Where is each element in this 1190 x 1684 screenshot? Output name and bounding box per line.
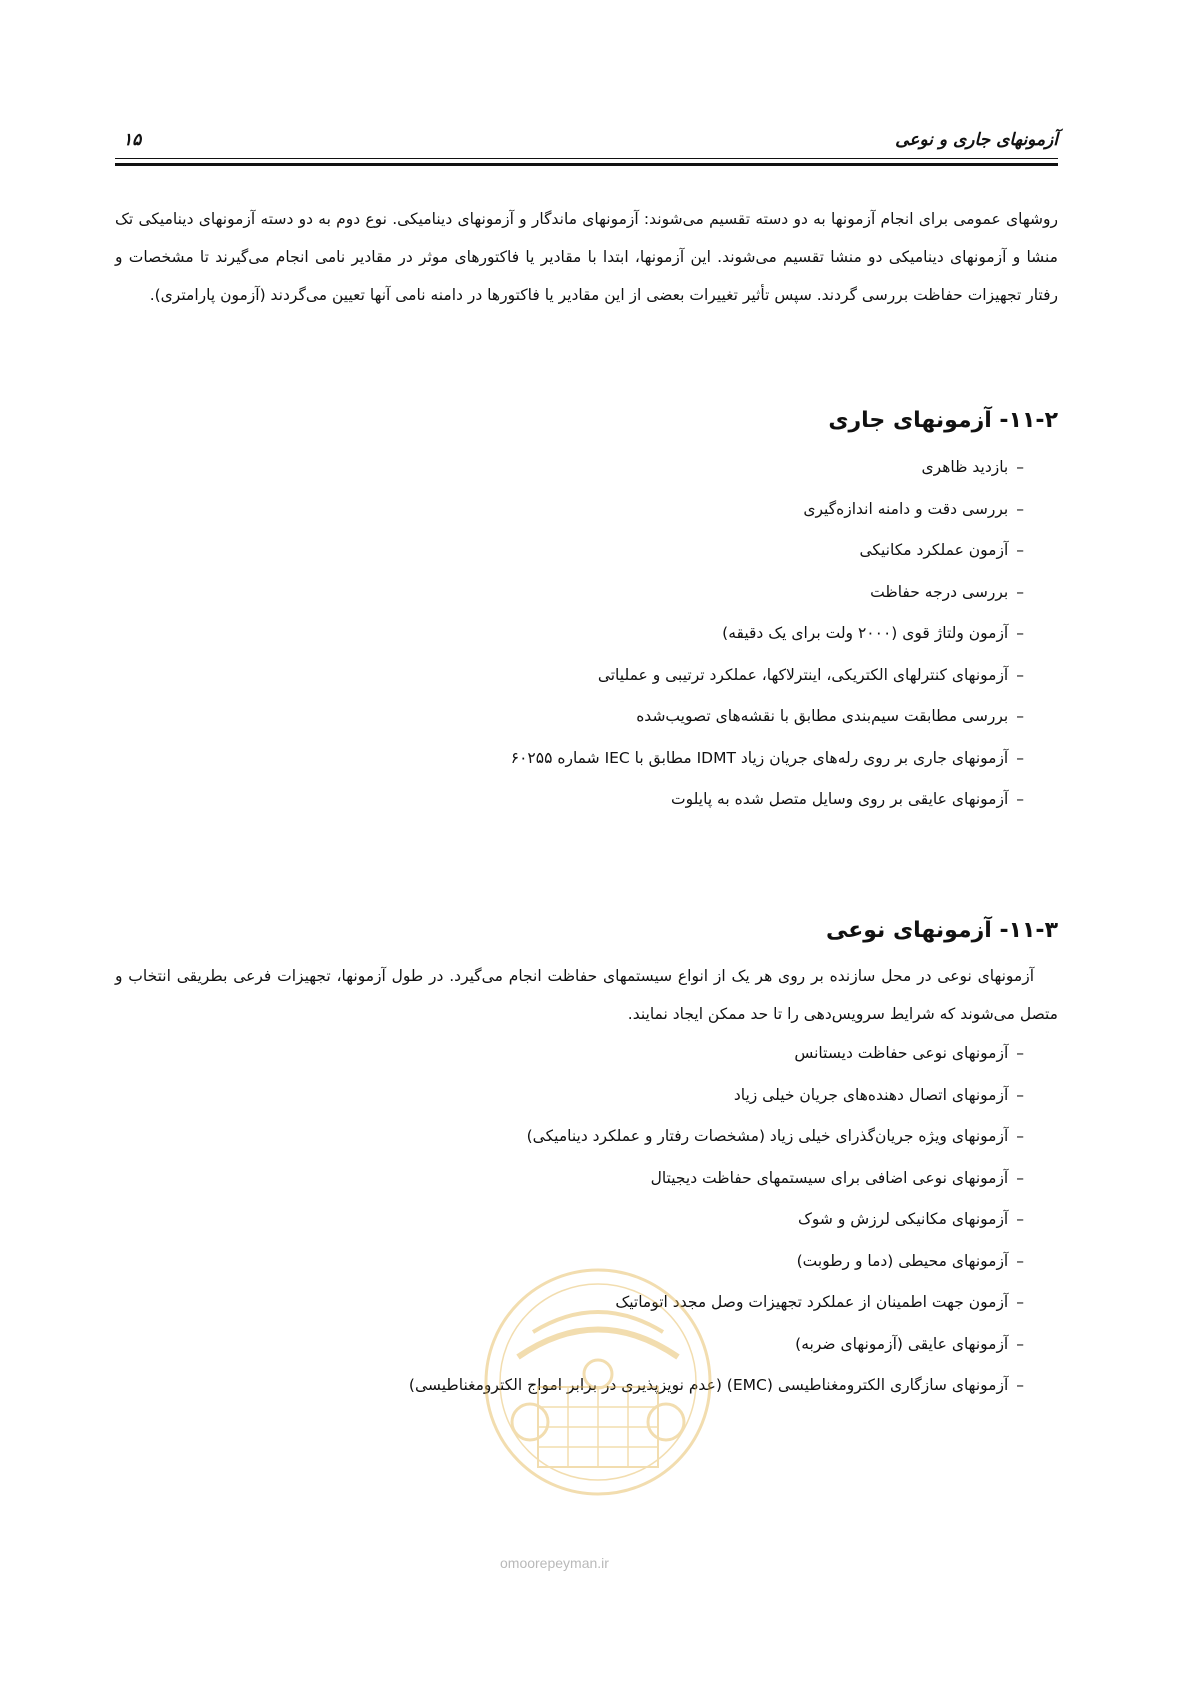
list-item: –بررسی درجه حفاظت xyxy=(115,572,1024,614)
intro-block xyxy=(115,200,1058,314)
list-item: –بررسی دقت و دامنه اندازه‌گیری xyxy=(115,489,1024,531)
header-rule-thin xyxy=(115,158,1058,159)
intro-paragraph: روشهای عمومی برای انجام آزمونها به دو دسته تقسیم می‌شوند: آزمونهای ماندگار و آزمونهای دینامیکی. نوع دوم به دو دسته آزمونهای دینامیکی تک منشا و آزمونهای دینامیکی دو منشا تقسیم می‌شوند. این آزمونها، ابتدا با مقادیر یا فاکتورهای موثر در مقادیر نامی انجام می‌گیرند تا مشخصات و رفتار تجهیزات حفاظت بررسی گردند. سپس تأثیر تغییرات بعضی از این مقادیر یا فاکتورها در دامنه نامی آنها تعیین می‌گردند (آزمون پارامتری). xyxy=(115,210,1058,304)
list-item: –آزمونهای سازگاری الکترومغناطیسی (EMC) (عدم نویزپذیری در برابر امواج الکترومغناطیسی) xyxy=(115,1365,1024,1407)
list-item: –آزمون ولتاژ قوی (۲۰۰۰ ولت برای یک دقیقه) xyxy=(115,613,1024,655)
list-dash: – xyxy=(1016,1376,1024,1394)
list-dash: – xyxy=(1016,1127,1024,1145)
list-dash: – xyxy=(1016,1044,1024,1062)
list-dash: – xyxy=(1016,458,1024,476)
list-dash: – xyxy=(1016,707,1024,725)
type-tests-paragraph: آزمونهای نوعی در محل سازنده بر روی هر یک از انواع سیستمهای حفاظت انجام می‌گیرد. در طول آزمونها، تجهیزات فرعی بطریقی انتخاب و متصل می‌شوند که شرایط سرویس‌دهی را تا حد ممکن ایجاد نمایند. xyxy=(115,967,1058,1023)
list-item: –بررسی مطابقت سیم‌بندی مطابق با نقشه‌های تصویب‌شده xyxy=(115,696,1024,738)
list-dash: – xyxy=(1016,1251,1024,1270)
list-item: –آزمون جهت اطمینان از عملکرد تجهیزات وصل مجدد اتوماتیک xyxy=(115,1282,1024,1324)
list-dash: – xyxy=(1016,790,1024,808)
list-item: –آزمونهای نوعی حفاظت دیستانس xyxy=(115,1033,1024,1075)
section-type-tests xyxy=(115,918,1058,1407)
running-title: آزمونهای جاری و نوعی xyxy=(895,130,1058,150)
section-heading-type-tests: ۱۱-۳- آزمونهای نوعی xyxy=(825,918,1058,943)
header-rule-thick xyxy=(115,163,1058,166)
list-dash: – xyxy=(1016,1334,1024,1353)
list-item: –آزمونهای مکانیکی لرزش و شوک xyxy=(115,1199,1024,1241)
list-item: –آزمونهای کنترلهای الکتریکی، اینترلاکها، عملکرد ترتیبی و عملیاتی xyxy=(115,655,1024,697)
list-dash: – xyxy=(1016,748,1024,767)
page-number: ۱۵ xyxy=(123,130,142,150)
list-dash: – xyxy=(1016,1210,1024,1228)
list-dash: – xyxy=(1016,499,1024,518)
list-dash: – xyxy=(1016,665,1024,684)
list-dash: – xyxy=(1016,582,1024,601)
list-dash: – xyxy=(1016,624,1024,642)
watermark-url: omoorepeyman.ir xyxy=(500,1555,609,1571)
list-dash: – xyxy=(1016,1293,1024,1311)
list-item: –آزمونهای ویژه جریان‌گذرای خیلی زیاد (مشخصات رفتار و عملکرد دینامیکی) xyxy=(115,1116,1024,1158)
list-item: –آزمون عملکرد مکانیکی xyxy=(115,530,1024,572)
list-item: –آزمونهای عایقی بر روی وسایل متصل شده به پایلوت xyxy=(115,779,1024,821)
list-dash: – xyxy=(1016,1168,1024,1187)
current-tests-list xyxy=(115,447,1058,821)
list-dash: – xyxy=(1016,541,1024,559)
section-heading-current-tests: ۱۱-۲- آزمونهای جاری xyxy=(828,408,1058,433)
list-item: –آزمونهای محیطی (دما و رطوبت) xyxy=(115,1241,1024,1283)
section-current-tests xyxy=(115,408,1058,821)
list-dash: – xyxy=(1016,1085,1024,1104)
list-item: –بازدید ظاهری xyxy=(115,447,1024,489)
page-header xyxy=(115,128,1058,168)
list-item: –آزمونهای جاری بر روی رله‌های جریان زیاد IDMT مطابق با IEC شماره ۶۰۲۵۵ xyxy=(115,738,1024,780)
type-tests-list xyxy=(115,1033,1058,1407)
list-item: –آزمونهای اتصال دهنده‌های جریان خیلی زیاد xyxy=(115,1075,1024,1117)
list-item: –آزمونهای عایقی (آزمونهای ضربه) xyxy=(115,1324,1024,1366)
list-item: –آزمونهای نوعی اضافی برای سیستمهای حفاظت دیجیتال xyxy=(115,1158,1024,1200)
